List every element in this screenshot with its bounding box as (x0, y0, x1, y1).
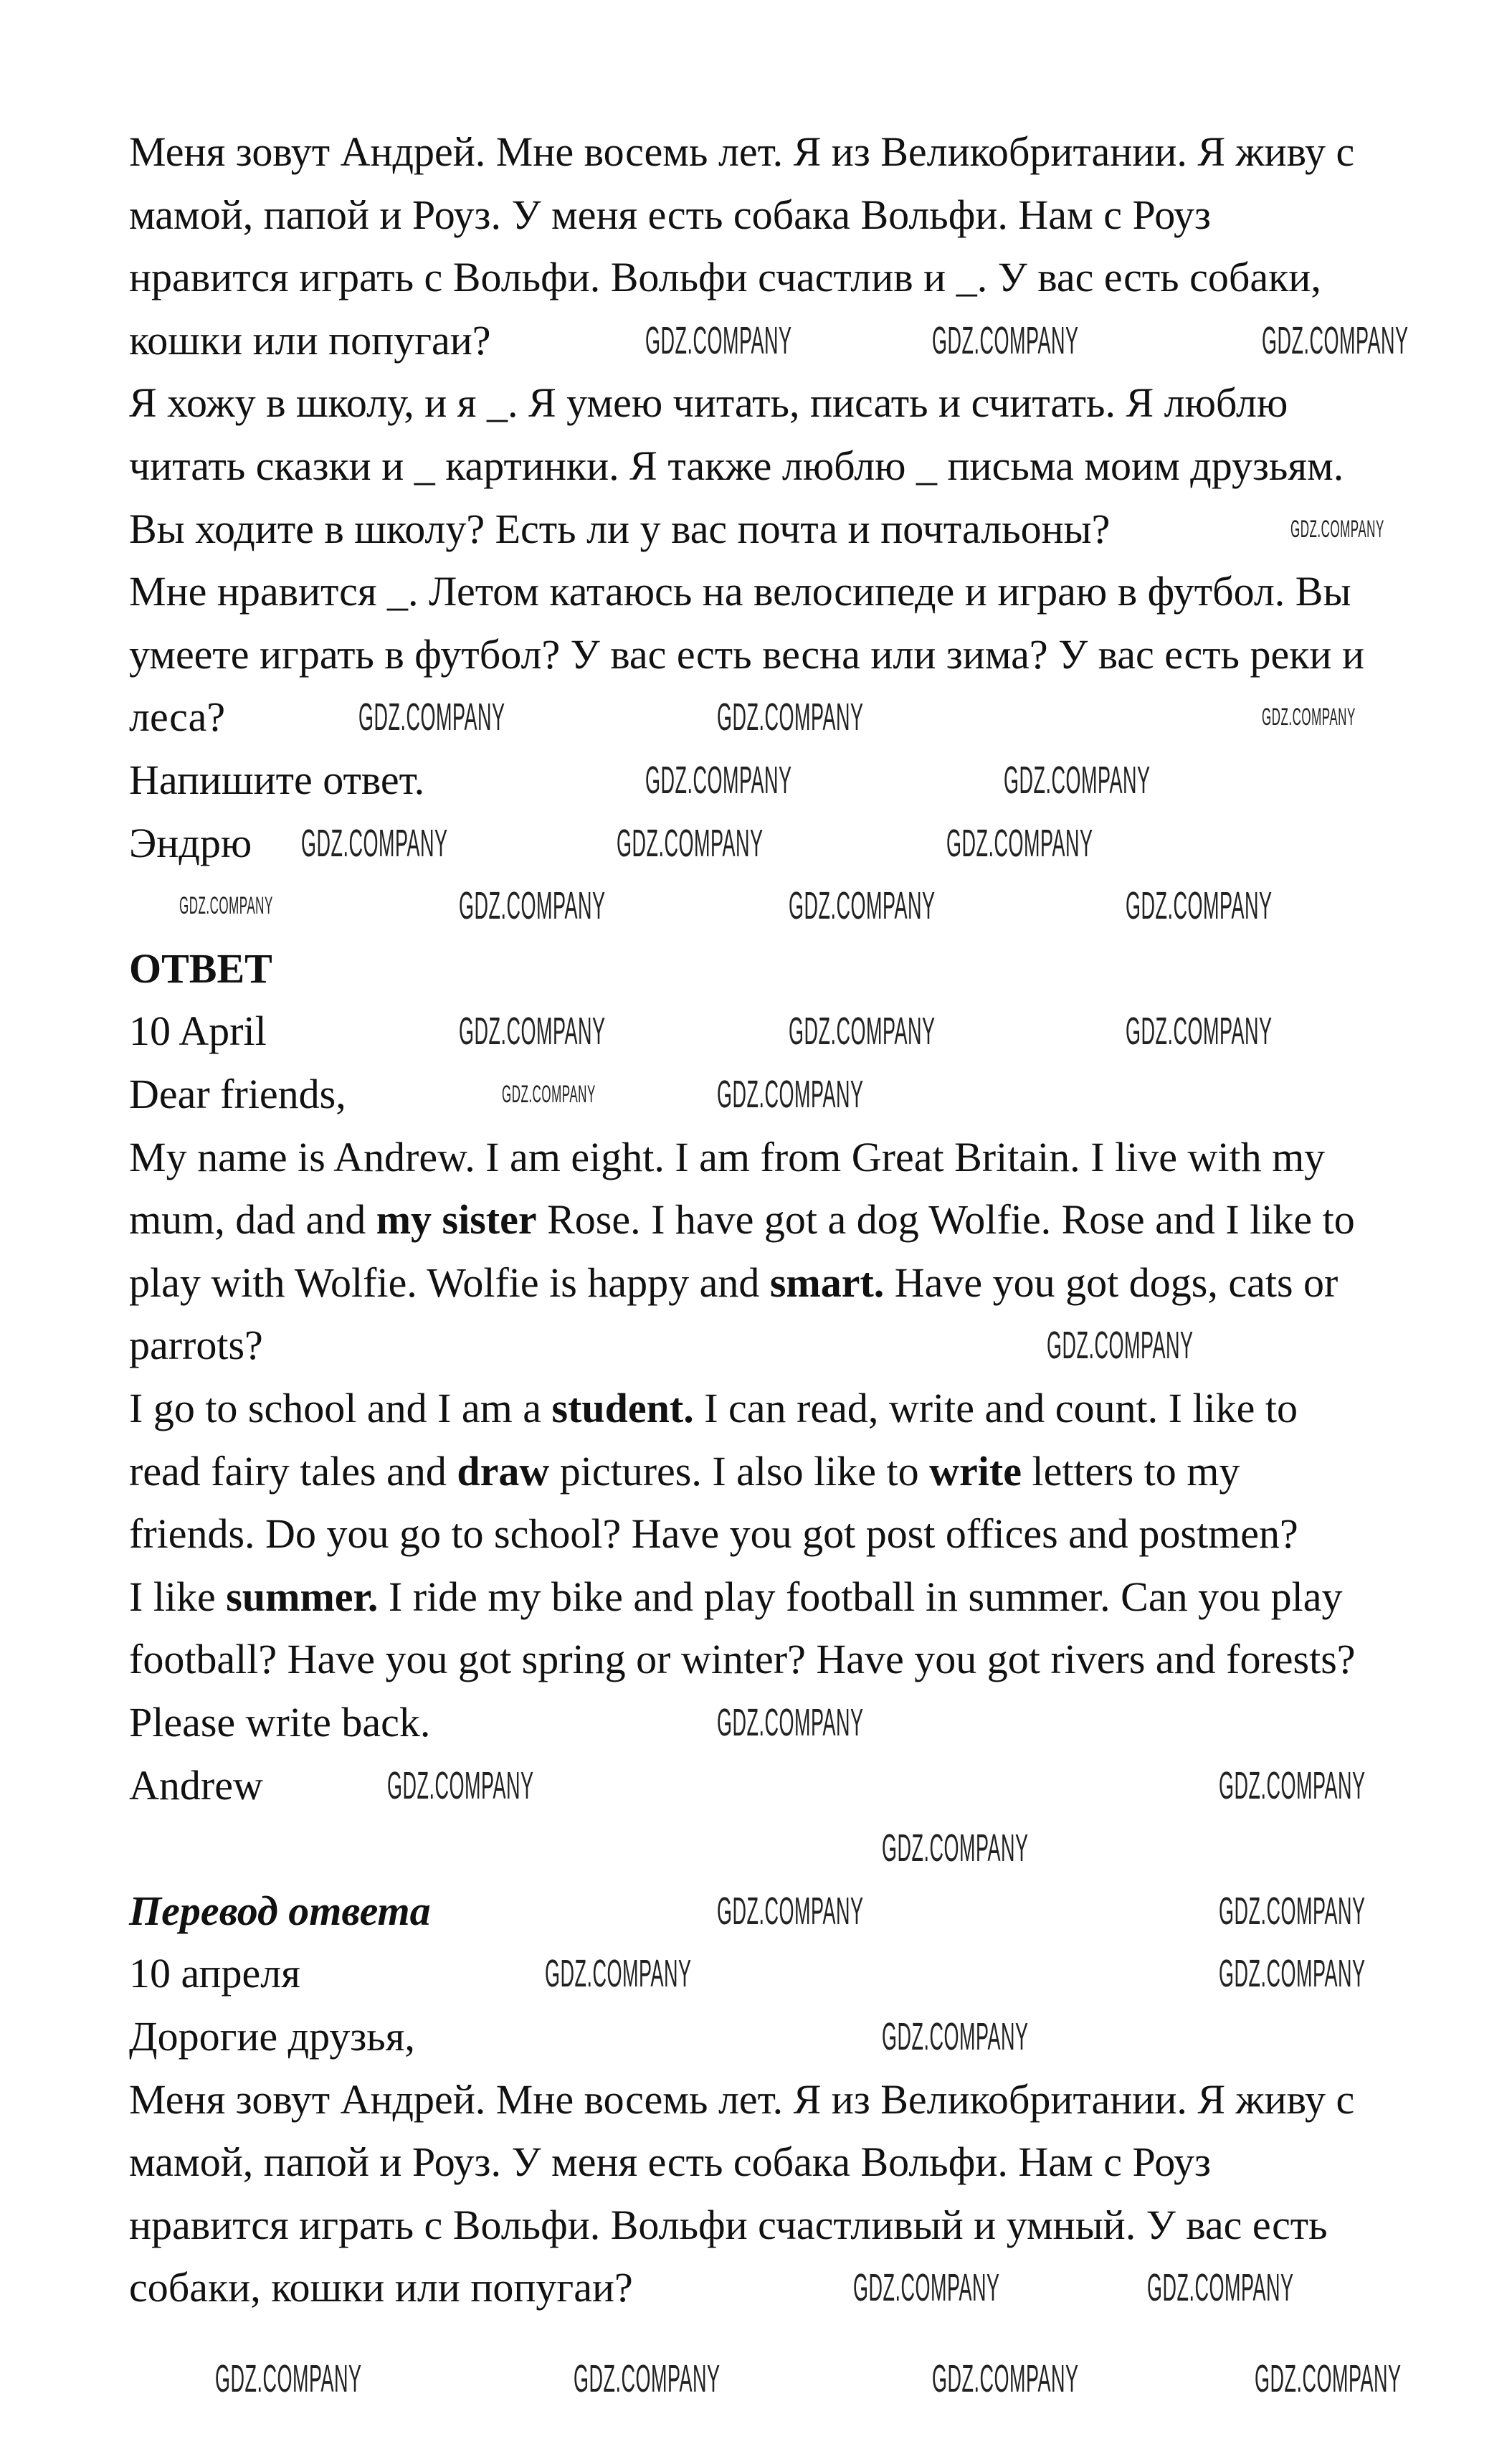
text-segment: мамой, папой и Роуз. У меня есть собака Вольфи. Нам с Роуз (129, 2139, 1211, 2186)
text-segment: Эндрю (129, 819, 252, 866)
watermark: GDZ.COMPANY (387, 1763, 534, 1807)
watermark: GDZ.COMPANY (1262, 704, 1356, 731)
watermark: GDZ.COMPANY (1219, 1763, 1366, 1807)
text-segment: friends. Do you go to school? Have you got post offices and postmen? (129, 1510, 1298, 1558)
text-segment: мамой, папой и Роуз. У меня есть собака Вольфи. Нам с Роуз (129, 191, 1211, 238)
watermark: GDZ.COMPANY (459, 1010, 606, 1053)
text-line (129, 1628, 1356, 1691)
text-line (129, 1188, 1355, 1251)
text-line (129, 1880, 431, 1943)
text-segment: нравится играть с Вольфи. Вольфи счастлив и _. У вас есть собаки, (129, 254, 1321, 301)
watermark: GDZ.COMPANY (1290, 515, 1384, 543)
text-segment: My name is Andrew. I am eight. I am from Great Britain. I live with my (129, 1133, 1326, 1180)
text-segment: letters to my (1021, 1447, 1240, 1495)
text-line (129, 1126, 1325, 1189)
text-segment: I like (129, 1573, 227, 1620)
text-segment: умеете играть в футбол? У вас есть весна или зима? У вас есть реки и (129, 630, 1365, 678)
text-line (129, 309, 491, 372)
watermark: GDZ.COMPANY (1047, 1324, 1194, 1368)
text-segment: Напишите ответ. (129, 757, 425, 803)
watermark: GDZ.COMPANY (617, 821, 764, 865)
text-line (129, 2194, 1328, 2257)
text-segment: Мне нравится _. Летом катаюсь на велосипеде и играю в футбол. Вы (129, 568, 1351, 615)
watermark: GDZ.COMPANY (882, 2015, 1029, 2058)
text-line (129, 623, 1364, 686)
watermark: GDZ.COMPANY (1262, 318, 1409, 362)
text-line (129, 1754, 263, 1817)
text-line (129, 560, 1351, 623)
text-line (129, 1314, 263, 1377)
text-line (129, 937, 272, 1000)
text-segment: Вы ходите в школу? Есть ли у вас почта и почтальоны? (129, 505, 1111, 552)
text-segment: леса? (129, 693, 226, 741)
text-segment: читать сказки и _ картинки. Я также люблю _ письма моим друзьям. (129, 442, 1344, 489)
text-segment: Dear friends, (129, 1071, 346, 1117)
text-line (129, 1000, 267, 1063)
watermark: GDZ.COMPANY (717, 1073, 864, 1116)
text-line (129, 2005, 415, 2068)
text-segment: Please write back. (129, 1699, 431, 1746)
text-segment: I go to school and I am a (129, 1385, 552, 1431)
watermark: GDZ.COMPANY (574, 2357, 721, 2400)
watermark: GDZ.COMPANY (946, 821, 1093, 865)
text-line (129, 2131, 1211, 2194)
watermark: GDZ.COMPANY (1126, 884, 1273, 928)
watermark: GDZ.COMPANY (717, 1701, 864, 1744)
watermark: GDZ.COMPANY (1004, 759, 1151, 802)
watermark: GDZ.COMPANY (215, 2357, 362, 2400)
text-line (129, 120, 1354, 184)
text-segment: read fairy tales and (129, 1447, 457, 1495)
watermark: GDZ.COMPANY (645, 318, 792, 362)
text-segment: Rose. I have got a dog Wolfie. Rose and I like to (536, 1196, 1355, 1244)
text-line (129, 1251, 1338, 1315)
text-line (129, 1440, 1240, 1503)
text-segment: нравится играть с Вольфи. Вольфи счастливый и умный. У вас есть (129, 2201, 1328, 2248)
text-line (129, 246, 1321, 309)
text-segment: 10 апреля (129, 1950, 300, 1997)
bold-text: summer. (226, 1573, 379, 1620)
watermark: GDZ.COMPANY (545, 1952, 692, 1996)
bold-text: student. (551, 1385, 694, 1431)
watermark: GDZ.COMPANY (882, 1827, 1029, 1870)
watermark: GDZ.COMPANY (1219, 1952, 1366, 1996)
text-segment: Меня зовут Андрей. Мне восемь лет. Я из Великобритании. Я живу с (129, 128, 1355, 175)
text-segment: I can read, write and count. I like to (693, 1385, 1298, 1431)
watermark: GDZ.COMPANY (179, 892, 273, 920)
bold-text: my sister (376, 1196, 537, 1244)
text-line (129, 812, 252, 875)
text-line (129, 184, 1211, 247)
text-segment: Я хожу в школу, и я _. Я умею читать, писать и считать. Я люблю (129, 379, 1288, 427)
text-segment: кошки или попугаи? (129, 316, 491, 364)
watermark: GDZ.COMPANY (301, 821, 448, 865)
text-segment: Have you got dogs, cats or (884, 1259, 1339, 1306)
text-line (129, 1691, 430, 1754)
bold-text: draw (457, 1447, 550, 1495)
watermark: GDZ.COMPANY (502, 1081, 596, 1108)
watermark: GDZ.COMPANY (645, 759, 792, 802)
watermark: GDZ.COMPANY (932, 2357, 1079, 2400)
text-segment: play with Wolfie. Wolfie is happy and (129, 1259, 770, 1306)
watermark: GDZ.COMPANY (717, 696, 864, 739)
text-segment: football? Have you got spring or winter? Have you got rivers and forests? (129, 1636, 1356, 1683)
text-line (129, 1502, 1298, 1566)
text-line (129, 749, 424, 812)
watermark: GDZ.COMPANY (717, 1889, 864, 1933)
text-segment: собаки, кошки или попугаи? (129, 2264, 633, 2311)
text-line (129, 371, 1288, 435)
watermark: GDZ.COMPANY (1219, 1889, 1366, 1933)
text-segment: Дорогие друзья, (129, 2013, 415, 2060)
watermark: GDZ.COMPANY (1255, 2357, 1402, 2400)
bold-text: Перевод ответа (129, 1887, 431, 1934)
watermark: GDZ.COMPANY (853, 2266, 1000, 2310)
watermark: GDZ.COMPANY (1126, 1010, 1273, 1053)
text-line (129, 435, 1344, 498)
text-line (129, 1377, 1298, 1440)
text-segment: I ride my bike and play football in summer. Can you play (378, 1573, 1343, 1620)
text-segment: mum, dad and (129, 1196, 376, 1244)
watermark: GDZ.COMPANY (789, 1010, 936, 1053)
text-line (129, 1063, 346, 1126)
watermark: GDZ.COMPANY (459, 884, 606, 928)
text-line (129, 498, 1110, 561)
text-line (129, 686, 225, 749)
text-line (129, 1942, 300, 2005)
bold-text: smart. (769, 1259, 885, 1306)
text-line (129, 2068, 1354, 2131)
text-segment: pictures. I also like to (549, 1447, 930, 1495)
text-line (129, 2256, 633, 2319)
watermark: GDZ.COMPANY (358, 696, 505, 739)
text-line (129, 1566, 1342, 1629)
text-segment: 10 April (129, 1008, 267, 1055)
text-segment: parrots? (129, 1322, 263, 1369)
watermark: GDZ.COMPANY (932, 318, 1079, 362)
bold-text: write (929, 1447, 1022, 1495)
text-segment: Меня зовут Андрей. Мне восемь лет. Я из Великобритании. Я живу с (129, 2075, 1355, 2123)
bold-text: ОТВЕТ (129, 944, 272, 992)
watermark: GDZ.COMPANY (1147, 2266, 1294, 2310)
text-segment: Andrew (129, 1761, 263, 1809)
watermark: GDZ.COMPANY (789, 884, 936, 928)
